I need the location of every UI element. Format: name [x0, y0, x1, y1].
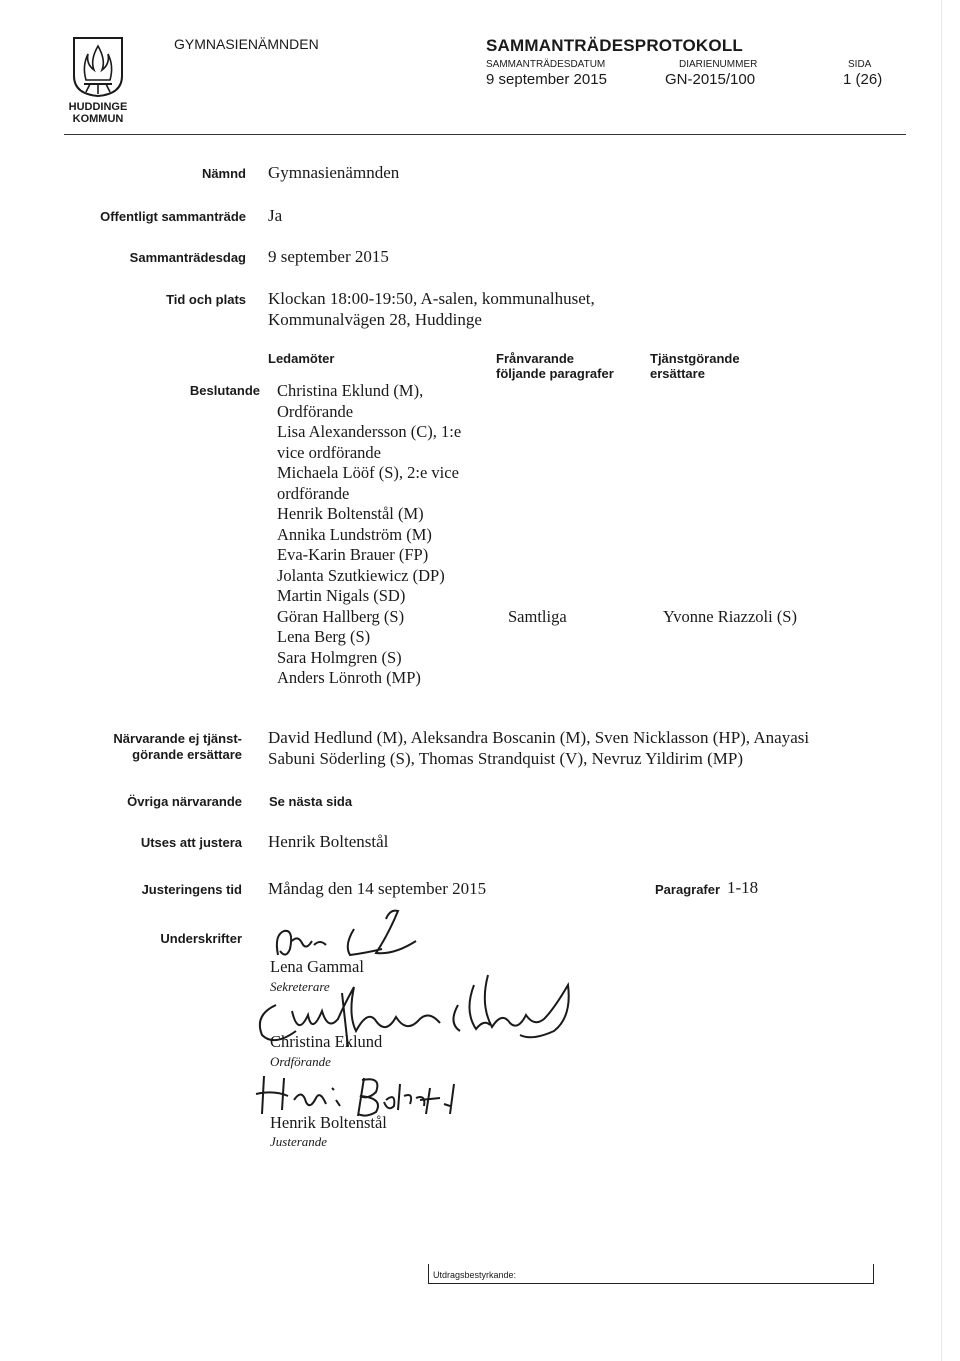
member-line: Lisa Alexandersson (C), 1:e [277, 422, 462, 441]
signature-name: Henrik Boltenstål [270, 1113, 387, 1132]
paragrafer-label: Paragrafer [655, 882, 721, 897]
namnd-value: Gymnasienämnden [268, 163, 400, 182]
narvarande-line-2: Sabuni Söderling (S), Thomas Strandquist (V), Nevruz Yildirim (MP) [268, 749, 744, 768]
member-line: Göran Hallberg (S) [277, 606, 405, 626]
justering-tid-value: Måndag den 14 september 2015 [268, 879, 487, 898]
member-line: Ordförande [277, 401, 354, 421]
diary-label: DIARIENUMMER [679, 59, 758, 70]
member-line: Annika Lundström (M) [277, 524, 432, 544]
logo-text: HUDDINGE KOMMUN [68, 101, 128, 125]
member-line: Anders Lönroth (MP) [277, 668, 421, 687]
justering-tid-label: Justeringens tid [141, 882, 242, 897]
page-edge [941, 0, 960, 1361]
col-tjanst-1: Tjänstgörande [650, 351, 740, 366]
members-list [277, 381, 461, 689]
member-line: Lena Berg (S) [277, 627, 371, 646]
namnd-label: Nämnd [201, 166, 246, 181]
member-line: Jolanta Szutkiewicz (DP) [277, 565, 445, 585]
member-line: Eva-Karin Brauer (FP) [277, 545, 429, 564]
member-line: ordförande [277, 483, 350, 503]
signature-role: Justerande [270, 1134, 328, 1149]
datum-value: 9 september 2015 [268, 247, 389, 266]
plats-line-2: Kommunalvägen 28, Huddinge [268, 310, 482, 329]
col-franvarande-1: Frånvarande [496, 351, 575, 366]
member-line: Christina Eklund (M), [277, 381, 424, 400]
justera-value: Henrik Boltenstål [268, 832, 389, 851]
member-line: Martin Nigals (SD) [277, 586, 406, 605]
plats-line-1: Klockan 18:00-19:50, A-salen, kommunalhuset, [268, 289, 595, 308]
utdragsbestyrkande-box [428, 1264, 874, 1284]
signature-role: Sekreterare [270, 979, 330, 994]
page-label: SIDA [848, 59, 872, 70]
member-line: Henrik Boltenstål (M) [277, 504, 424, 523]
member-line: Sara Holmgren (S) [277, 647, 402, 667]
document-title: SAMMANTRÄDESPROTOKOLL [486, 36, 743, 55]
col-ledamoter: Ledamöter [268, 351, 335, 366]
diary-value: GN-2015/100 [665, 71, 756, 88]
page-number: 1 (26) [843, 71, 883, 88]
kommun-logo [72, 36, 124, 98]
offentligt-value: Ja [268, 206, 283, 225]
paragrafer-value: 1-18 [727, 878, 759, 897]
ovriga-value: Se nästa sida [269, 794, 353, 809]
date-label: SAMMANTRÄDESDATUM [486, 59, 606, 70]
member-line: Michaela Lööf (S), 2:e vice [277, 463, 459, 482]
datum-label: Sammanträdesdag [129, 250, 246, 265]
beslutande-label: Beslutande [189, 383, 260, 398]
coat-of-arms-icon [72, 36, 124, 98]
header-divider [64, 134, 906, 135]
narvarande-line-1: David Hedlund (M), Aleksandra Boscanin (M), Sven Nicklasson (HP), Anayasi [268, 728, 810, 747]
absent-value: Samtliga [508, 607, 567, 626]
narvarande-label-1: Närvarande ej tjänst- [113, 731, 242, 746]
offentligt-label: Offentligt sammanträde [100, 209, 246, 224]
ovriga-label: Övriga närvarande [127, 794, 242, 809]
date-value: 9 september 2015 [486, 71, 607, 88]
signature-name: Christina Eklund [270, 1032, 383, 1051]
col-tjanst-2: ersättare [650, 366, 705, 381]
justera-label: Utses att justera [140, 835, 242, 850]
underskrifter-label: Underskrifter [160, 931, 242, 946]
substitute-value: Yvonne Riazzoli (S) [663, 607, 797, 626]
signature-role: Ordförande [270, 1054, 331, 1069]
plats-label: Tid och plats [166, 292, 246, 307]
member-line: vice ordförande [277, 442, 381, 462]
narvarande-label-2: görande ersättare [132, 747, 242, 762]
organization-name: GYMNASIENÄMNDEN [174, 36, 319, 52]
signature-secretary [270, 905, 430, 961]
signature-name: Lena Gammal [270, 957, 364, 976]
signature-adjuster [254, 1070, 474, 1118]
utdragsbestyrkande-label: Utdragsbestyrkande: [433, 1270, 517, 1280]
col-franvarande-2: följande paragrafer [496, 366, 614, 381]
